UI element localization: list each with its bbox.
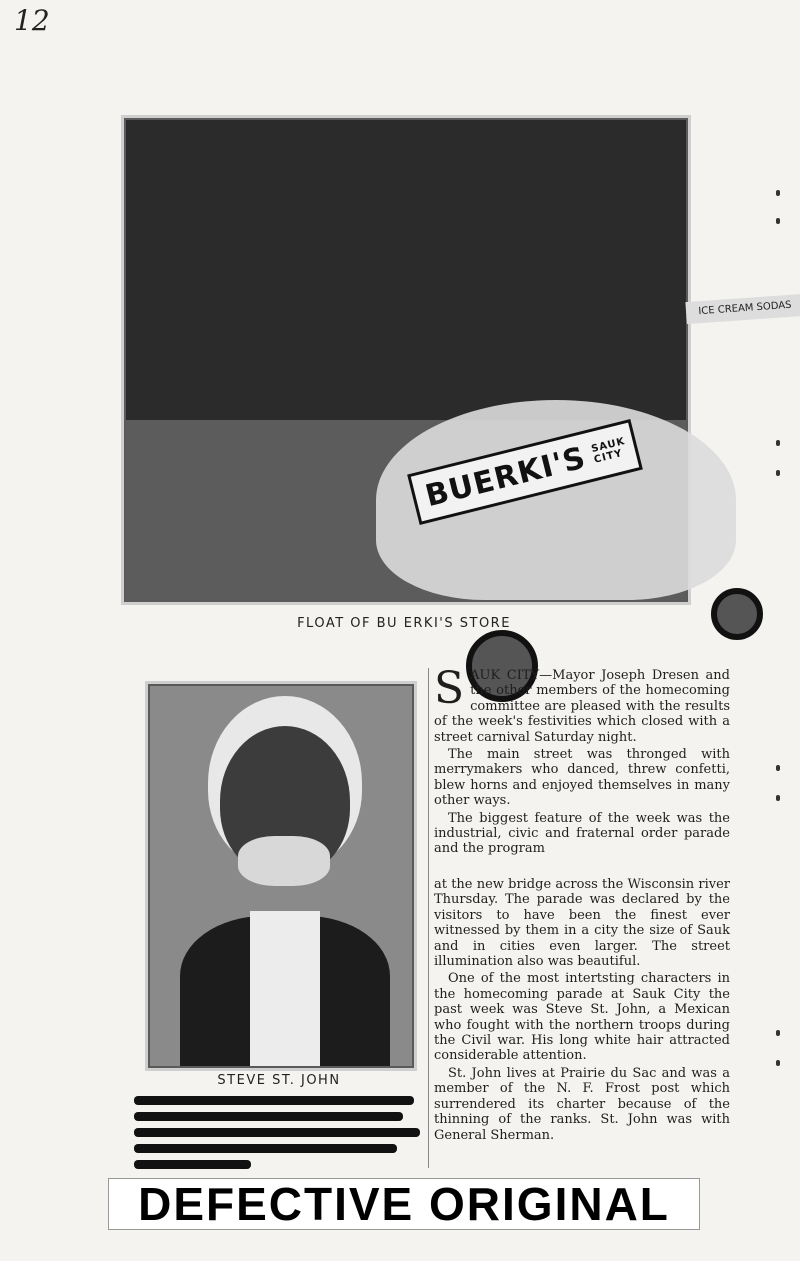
- article-column-top: [434, 663, 730, 859]
- portrait-shirt: [250, 911, 320, 1066]
- margin-mark: [776, 218, 780, 224]
- page-number: 12: [14, 4, 50, 37]
- redaction-bar: [134, 1096, 414, 1105]
- shop-sign: ICE CREAM SODAS: [685, 294, 800, 324]
- float-banner-subtext: SAUK CITY: [590, 436, 627, 466]
- column-rule: [428, 668, 429, 1168]
- margin-mark: [776, 765, 780, 771]
- redaction-bar: [134, 1128, 420, 1137]
- margin-mark: [776, 190, 780, 196]
- article-paragraph: St. John lives at Prairie du Sac and was a member of the N. F. Frost post which surrendered its charter because of the thinning of the ranks. St. John was with General Sherman.: [434, 1065, 730, 1143]
- article-paragraph: SAUK CITY—Mayor Joseph Dresen and the other members of the homecoming committee are pleased with the results of the week's festivities which closed with a street carnival Saturday night.: [434, 663, 730, 745]
- article-paragraph: at the new bridge across the Wisconsin river Thursday. The parade was declared by the visitors to have been the finest ever witnessed by them in a city the size of Sauk and in cities even larger. The street illumination also was beautiful.: [434, 877, 730, 970]
- margin-mark: [776, 440, 780, 446]
- portrait-photo: [148, 684, 414, 1068]
- float-wheel: [711, 588, 763, 640]
- drop-cap: S: [434, 663, 465, 714]
- article-paragraph: The biggest feature of the week was the industrial, civic and fraternal order parade and the program: [434, 810, 730, 857]
- article-paragraph: The main street was thronged with merrymakers who danced, threw confetti, blew horns and enjoyed themselves in many other ways.: [434, 747, 730, 809]
- redaction-bar: [134, 1144, 397, 1153]
- float-photo: [124, 118, 792, 602]
- article-column-bottom: [434, 877, 730, 1145]
- article-paragraph: One of the most intertsting characters in the homecoming parade at Sauk City the past week was Steve St. John, a Mexican who fought with the northern troops during the Civil war. His long white hair attracted considerable attention.: [434, 971, 730, 1064]
- portrait-beard: [238, 836, 330, 886]
- redaction-bar: [134, 1160, 251, 1169]
- defective-original-stamp: DEFECTIVE ORIGINAL: [108, 1178, 700, 1230]
- redaction-bar: [134, 1112, 403, 1121]
- margin-mark: [776, 795, 780, 801]
- portrait-caption: STEVE ST. JOHN: [217, 1073, 341, 1088]
- float-banner-text: BUERKI'S: [421, 440, 590, 514]
- float-photo-caption: FLOAT OF BU ERKI'S STORE: [297, 616, 511, 631]
- redacted-text-block: [134, 1096, 426, 1170]
- margin-mark: [776, 1030, 780, 1036]
- margin-mark: [776, 1060, 780, 1066]
- margin-mark: [776, 470, 780, 476]
